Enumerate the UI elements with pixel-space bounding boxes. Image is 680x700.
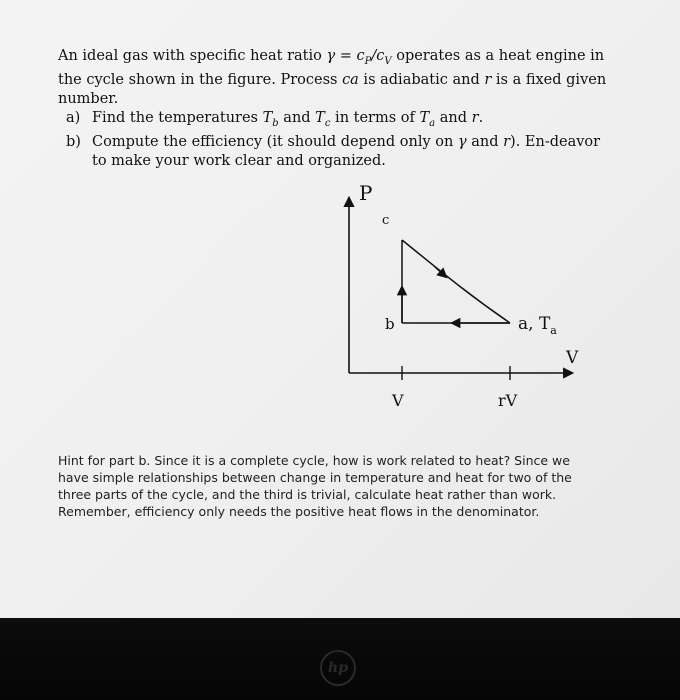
tick-v-label: V	[392, 391, 404, 410]
part-b-text: Compute the efficiency (it should depend only on γ and r). En-deavor to make your work clear and organized.	[92, 133, 601, 169]
part-b	[66, 133, 618, 171]
point-b-label: b	[385, 315, 395, 333]
problem-intro: An ideal gas with specific heat ratio $\gamma = c_P/c_V$ operates as a heat engine in the cycle shown in the figure. Process ca is adiabatic and r is a fixed given number.	[58, 48, 607, 107]
part-b-label: b)	[66, 133, 81, 150]
part-a	[66, 109, 618, 133]
part-a-text: Find the temperatures $T_b$ and $T_c$ in terms of $T_a$ and r.	[92, 109, 484, 129]
problem-statement	[58, 47, 618, 171]
process-ca	[402, 240, 510, 323]
part-a-label: a)	[66, 109, 81, 126]
hint-paragraph: Hint for part b. Since it is a complete cycle, how is work related to heat? Since we have simple relationships between change in temperature and heat for two of the three parts of the cycle, and the third is trivial, calculate heat rather than work. Remember, efficiency only needs the positive heat flows in the denominator.	[58, 453, 572, 519]
p-axis-label: P	[359, 181, 373, 205]
hp-logo: hp	[320, 650, 356, 686]
point-c-label: c	[382, 213, 390, 228]
point-a-label: a, $T_a$	[518, 314, 557, 337]
tick-rv-label: rV	[498, 391, 518, 410]
v-axis-label: V	[566, 348, 579, 368]
pv-diagram	[330, 180, 590, 410]
process-ca-arrow	[434, 266, 446, 277]
